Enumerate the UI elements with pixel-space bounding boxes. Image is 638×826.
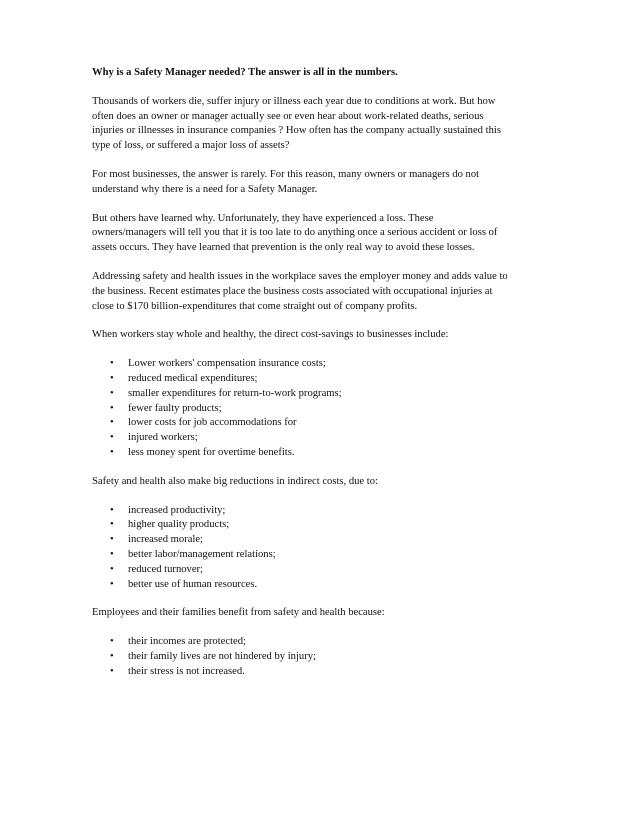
paragraph-1 <box>92 95 552 154</box>
list-item <box>110 504 552 519</box>
bullet-icon: • <box>110 665 114 677</box>
list-item <box>110 518 552 533</box>
bullet-icon: • <box>110 358 114 370</box>
list-item <box>110 387 552 402</box>
paragraph-line: Thousands of workers die, suffer injury or illness each year due to conditions at work. But how <box>92 95 496 107</box>
list-item-text: their stress is not increased. <box>128 665 245 677</box>
indirect-savings-list <box>92 504 552 593</box>
paragraph-line: But others have learned why. Unfortunately, they have experienced a loss. These <box>92 212 434 224</box>
list-item <box>110 431 552 446</box>
bullet-icon: • <box>110 534 114 546</box>
list-item-text: reduced turnover; <box>128 563 204 575</box>
list-item <box>110 650 552 665</box>
bullet-icon: • <box>110 402 114 414</box>
list-item-text: smaller expenditures for return-to-work programs; <box>128 387 342 399</box>
list-item-text: Lower workers' compensation insurance costs; <box>128 358 326 370</box>
list-item <box>110 548 552 563</box>
paragraph-line: the business. Recent estimates place the business costs associated with occupational injuries at <box>92 285 493 297</box>
list-item <box>110 372 552 387</box>
list-item <box>110 357 552 372</box>
list-item-text: reduced medical expenditures; <box>128 372 258 384</box>
direct-savings-list <box>92 357 552 461</box>
bullet-icon: • <box>110 578 114 590</box>
bullet-icon: • <box>110 519 114 531</box>
indirect-savings-intro: Safety and health also make big reductions in indirect costs, due to: <box>92 475 378 487</box>
paragraph-line: assets occurs. They have learned that prevention is the only real way to avoid these losses. <box>92 242 475 254</box>
bullet-icon: • <box>110 650 114 662</box>
paragraph-3 <box>92 212 552 256</box>
bullet-icon: • <box>110 504 114 516</box>
list-item-text: less money spent for overtime benefits. <box>128 446 295 458</box>
paragraph-line: owners/managers will tell you that it is too late to do anything once a serious accident or loss of <box>92 227 498 239</box>
family-benefits-intro: Employees and their families benefit from safety and health because: <box>92 607 385 619</box>
list-item-text: fewer faulty products; <box>128 402 222 414</box>
paragraph-line: close to $170 billion-expenditures that come straight out of company profits. <box>92 300 418 312</box>
bullet-icon: • <box>110 446 114 458</box>
paragraph-line: Addressing safety and health issues in the workplace saves the employer money and adds value to <box>92 270 508 282</box>
list-item <box>110 533 552 548</box>
document-page <box>92 66 552 694</box>
document-heading: Why is a Safety Manager needed? The answer is all in the numbers. <box>92 67 398 78</box>
paragraph-line: injuries or illnesses in insurance companies ? How often has the company actually sustained this <box>92 125 501 137</box>
paragraph-line: understand why there is a need for a Safety Manager. <box>92 183 318 195</box>
bullet-icon: • <box>110 417 114 429</box>
list-item <box>110 416 552 431</box>
list-item <box>110 446 552 461</box>
list-item <box>110 578 552 593</box>
list-item-text: increased productivity; <box>128 504 226 516</box>
bullet-icon: • <box>110 432 114 444</box>
list-item-text: injured workers; <box>128 432 198 444</box>
list-item-text: lower costs for job accommodations for <box>128 417 297 429</box>
bullet-icon: • <box>110 548 114 560</box>
list-item-text: better use of human resources. <box>128 578 258 590</box>
list-item <box>110 402 552 417</box>
paragraph-2 <box>92 168 552 198</box>
paragraph-4 <box>92 270 552 314</box>
list-item <box>110 635 552 650</box>
paragraph-line: often does an owner or manager actually see or even hear about work-related deaths, serious <box>92 110 484 122</box>
bullet-icon: • <box>110 372 114 384</box>
paragraph-line: For most businesses, the answer is rarely. For this reason, many owners or managers do not <box>92 168 480 180</box>
family-benefits-list <box>92 635 552 679</box>
list-item <box>110 665 552 680</box>
bullet-icon: • <box>110 387 114 399</box>
list-item-text: better labor/management relations; <box>128 548 276 560</box>
bullet-icon: • <box>110 636 114 648</box>
list-item-text: higher quality products; <box>128 519 230 531</box>
direct-savings-intro: When workers stay whole and healthy, the direct cost-savings to businesses include: <box>92 329 449 341</box>
paragraph-line: type of loss, or suffered a major loss of assets? <box>92 140 290 152</box>
list-item-text: their incomes are protected; <box>128 636 246 648</box>
bullet-icon: • <box>110 563 114 575</box>
list-item <box>110 563 552 578</box>
list-item-text: their family lives are not hindered by injury; <box>128 650 316 662</box>
list-item-text: increased morale; <box>128 534 203 546</box>
